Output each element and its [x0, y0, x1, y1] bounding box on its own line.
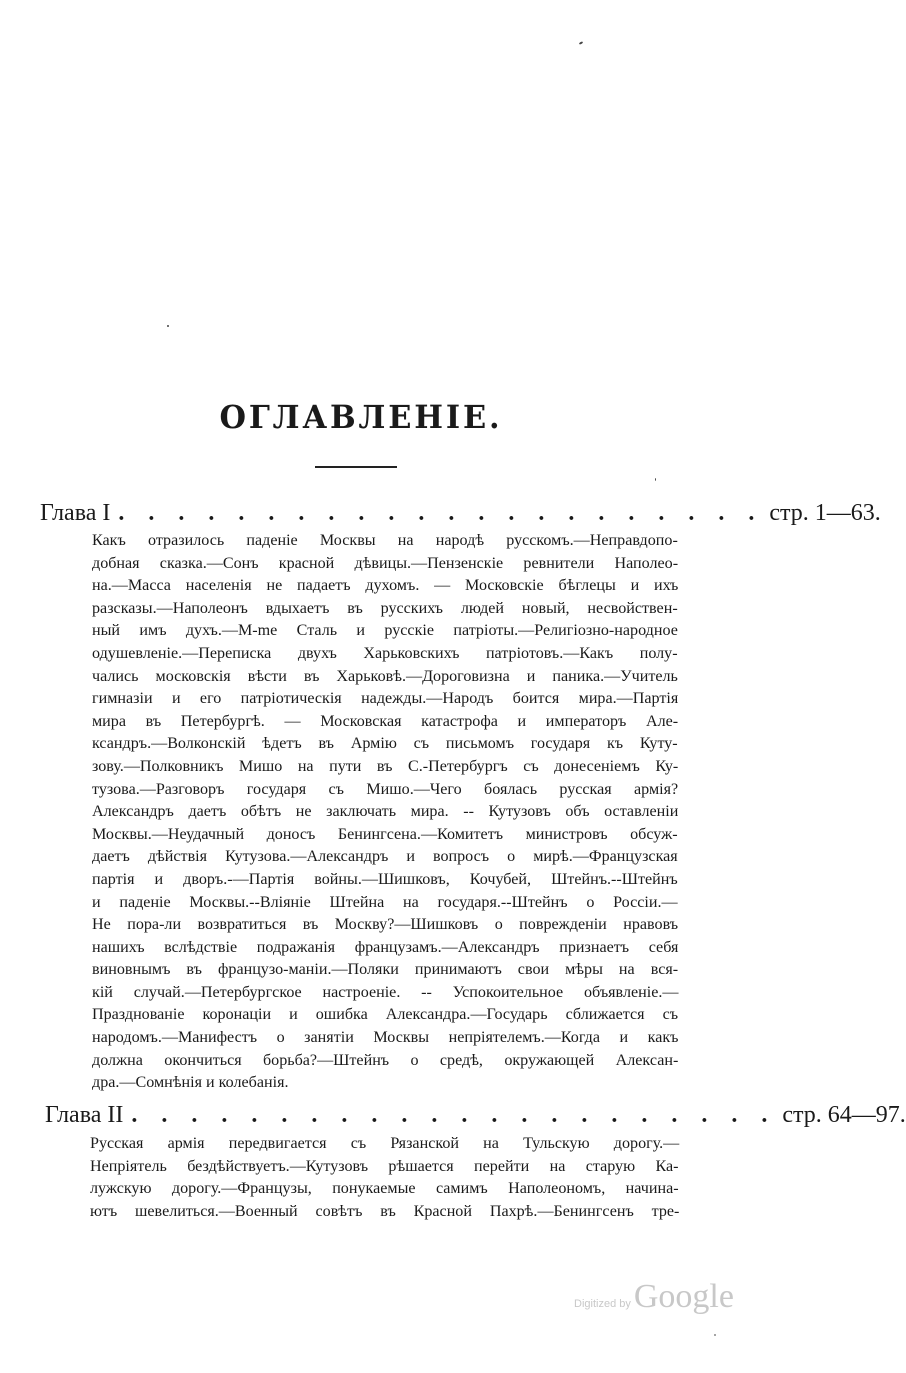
summary-line: даетъ дѣйствія Кутузова.—Александръ и вопросъ о мирѣ.—Французская	[92, 848, 678, 866]
summary-line: Какъ отразилось паденіе Москвы на народѣ русскомъ.—Неправдопо-	[92, 532, 678, 549]
summary-line: партія и дворъ.-—Партія войны.—Шишковъ, Кочубей, Штейнъ.--Штейнъ	[92, 870, 678, 888]
summary-line: Празднованіе коронаціи и ошибка Александра.—Государь сближается съ	[92, 1006, 679, 1024]
leader-dots: . . . . . . . . . . . . . . . . . . . . . .	[118, 500, 764, 526]
summary-line: Александръ даетъ обѣтъ не заключать мира. -- Кутузовъ объ оставленіи	[92, 803, 679, 821]
summary-line: ютъ шевелиться.—Военный совѣтъ въ Красной Пахрѣ.—Бенингсенъ тре-	[90, 1202, 680, 1220]
summary-line: разсказы.—Наполеонъ вдыхаетъ въ русскихъ людей новый, несвойствен-	[92, 599, 678, 617]
summary-line: добная сказка.—Сонъ красной дѣвицы.—Пензенскіе ревнители Наполео-	[92, 554, 679, 572]
chapter-label: Глава I	[40, 500, 111, 526]
scan-speck	[579, 41, 583, 45]
scan-speck	[167, 325, 169, 327]
watermark-prefix: Digitized by	[574, 1298, 631, 1310]
summary-line: одушевленіе.—Переписка двухъ Харьковскихъ патріотовъ.—Какъ полу-	[92, 644, 678, 662]
page-title: ОГЛАВЛЕНІЕ.	[219, 398, 503, 436]
summary-line: Непріятель бездѣйствуетъ.—Кутузовъ рѣшается перейти на старую Ка-	[90, 1157, 679, 1175]
chapter-summary-1	[92, 530, 678, 1095]
chapter-label: Глава II	[45, 1102, 124, 1128]
summary-line: нашихъ вслѣдствіе подражанія французамъ.—Александръ признаетъ себя	[92, 938, 679, 956]
title-divider	[315, 466, 397, 468]
digitized-watermark	[574, 1278, 734, 1316]
google-logo: Google	[633, 1278, 734, 1315]
summary-line: Не пора-ли возвратиться въ Москву?—Шишковъ о поврежденіи нравовъ	[92, 916, 679, 934]
summary-line: народомъ.—Манифестъ о занятіи Москвы непріятелемъ.—Когда и какъ	[92, 1029, 679, 1047]
leader-dots: . . . . . . . . . . . . . . . . . . . . . .	[131, 1102, 777, 1128]
chapter-heading-2	[45, 1102, 906, 1132]
scan-speck	[714, 1334, 716, 1336]
summary-line: ксандръ.—Волконскій ѣдетъ въ Армію съ письмомъ государя къ Куту-	[92, 735, 678, 753]
summary-line: дра.—Сомнѣнія и колебанія.	[92, 1074, 289, 1092]
summary-line: гимназіи и его патріотическія надежды.—Народъ боится мира.—Партія	[92, 690, 679, 708]
summary-line: зову.—Полковникъ Мишо на пути въ С.-Петербургъ съ донесеніемъ Ку-	[92, 757, 679, 775]
chapter-page-range: стр. 1—63.	[769, 500, 881, 526]
summary-line: виновнымъ въ французо-маніи.—Поляки принимаютъ свои мѣры на вся-	[92, 961, 679, 979]
scan-speck	[655, 478, 656, 481]
chapter-page-range: стр. 64—97.	[782, 1102, 906, 1128]
chapter-summary-2	[90, 1133, 679, 1223]
summary-line: чались московскія вѣсти въ Харьковѣ.—Дороговизна и паника.—Учитель	[92, 667, 678, 685]
summary-line: кій случай.—Петербургское настроеніе. -- Успокоительное объявленіе.—	[92, 983, 679, 1001]
summary-line: Москвы.—Неудачный доносъ Бенингсена.—Комитетъ министровъ обсуж-	[92, 825, 678, 843]
summary-line: и паденіе Москвы.--Вліяніе Штейна на государя.--Штейнъ о Россіи.—	[92, 893, 678, 911]
summary-line: ный имъ духъ.—М-me Сталь и русскіе патріоты.—Религіозно-народное	[92, 622, 678, 640]
summary-line: Русская армія передвигается съ Рязанской на Тульскую дорогу.—	[90, 1135, 680, 1152]
chapter-heading-1	[40, 500, 881, 530]
summary-line: мира въ Петербургѣ. — Московская катастрофа и императоръ Але-	[92, 712, 679, 730]
summary-line: должна окончиться борьба?—Штейнъ о средѣ, окружающей Алексан-	[92, 1051, 679, 1069]
summary-line: на.—Масса населенія не падаетъ духомъ. — Московскіе бѣглецы и ихъ	[92, 577, 679, 595]
summary-line: лужскую дорогу.—Французы, понукаемые самимъ Наполеономъ, начина-	[90, 1180, 679, 1198]
summary-line: тузова.—Разговоръ государя съ Мишо.—Чего боялась русская армія?	[92, 780, 679, 798]
